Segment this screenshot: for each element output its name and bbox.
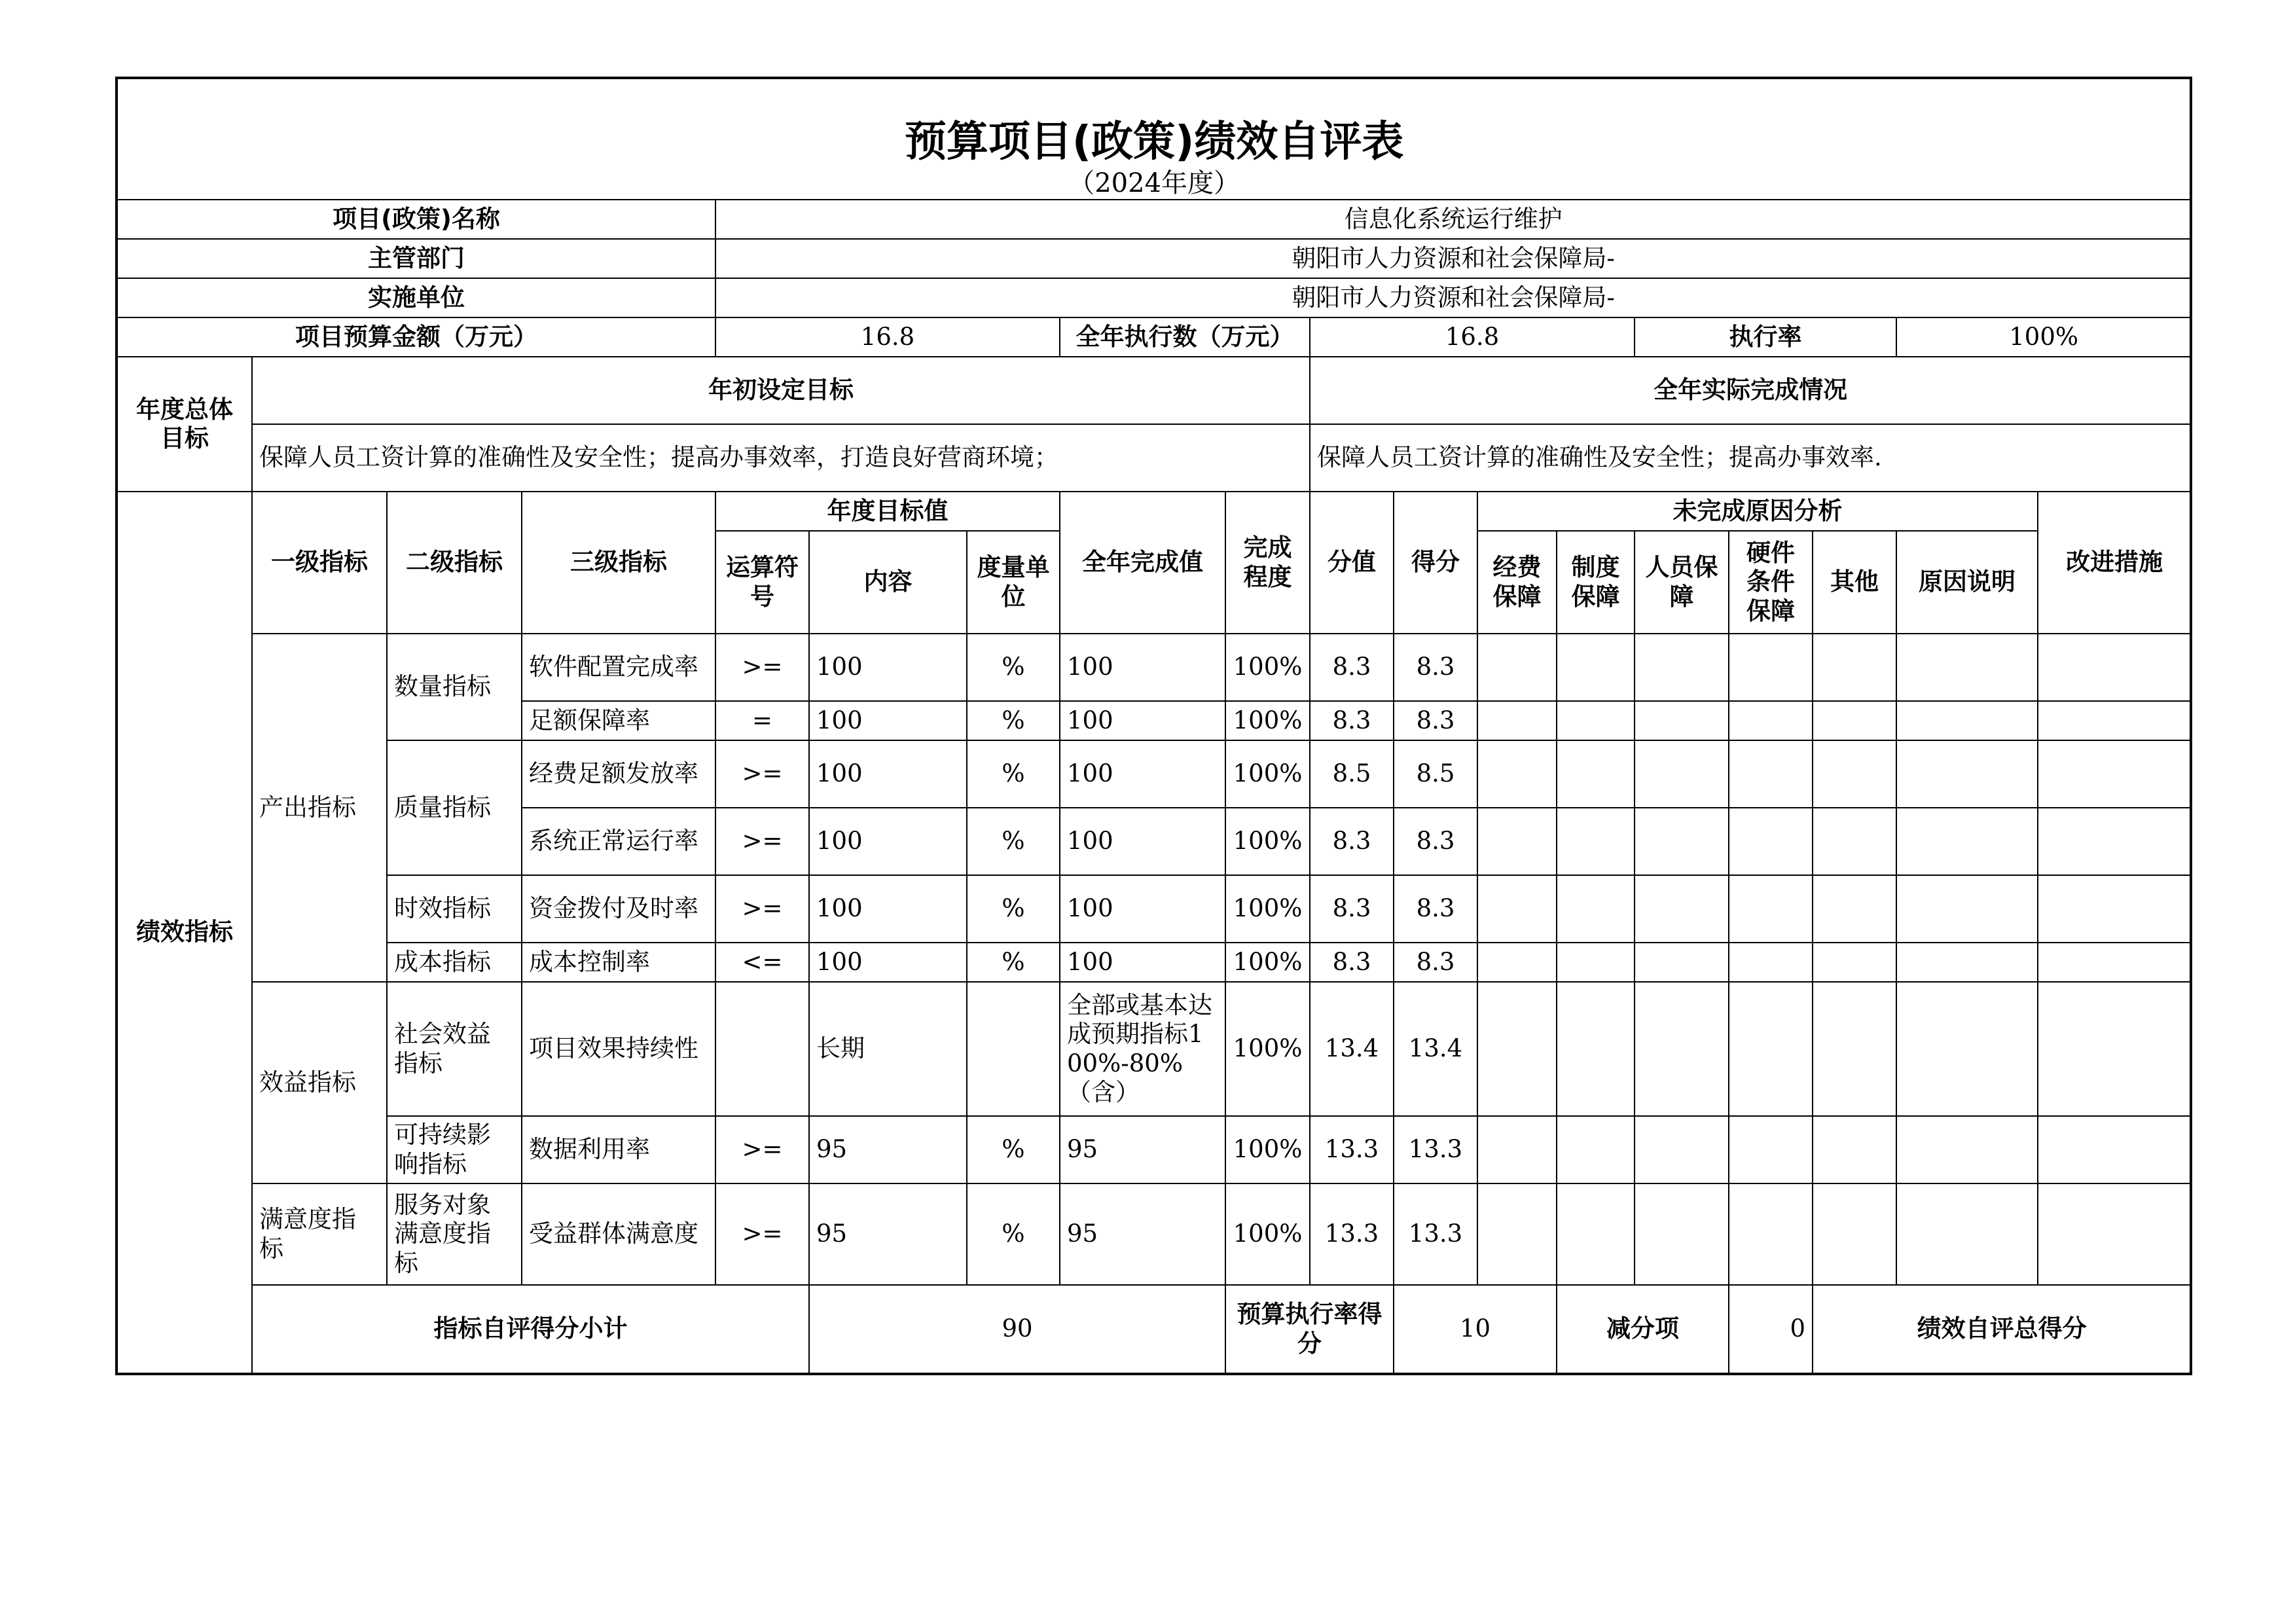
reason-cell — [1729, 808, 1813, 875]
indicator-op: >= — [715, 634, 809, 701]
subgroup-timeliness: 时效指标 — [387, 875, 522, 943]
improve-cell — [2038, 1116, 2191, 1183]
indicator-degree: 100% — [1225, 875, 1310, 943]
reason-cell — [1813, 1116, 1896, 1183]
group-benefit: 效益指标 — [252, 982, 387, 1183]
indicator-degree: 100% — [1225, 634, 1310, 701]
goal-done-header: 全年实际完成情况 — [1310, 357, 2191, 424]
indicator-actual: 95 — [1060, 1183, 1225, 1285]
reason-cell — [1813, 1183, 1896, 1285]
indicator-degree: 100% — [1225, 1183, 1310, 1285]
indicator-score: 8.3 — [1394, 943, 1477, 982]
indicator-weight: 13.3 — [1310, 1116, 1394, 1183]
indicator-name: 项目效果持续性 — [522, 982, 715, 1116]
indicator-weight: 13.3 — [1310, 1183, 1394, 1285]
reason-cell — [1477, 1183, 1557, 1285]
reason-cell — [1635, 943, 1729, 982]
header-reason-group: 未完成原因分析 — [1477, 492, 2038, 531]
subgroup-quality: 质量指标 — [387, 740, 522, 875]
reason-cell — [1557, 875, 1635, 943]
indicator-actual: 100 — [1060, 740, 1225, 808]
reason-cell — [1729, 1116, 1813, 1183]
group-output: 产出指标 — [252, 634, 387, 982]
header-level1: 一级指标 — [252, 492, 387, 634]
annual-goal-label: 年度总体目标 — [117, 357, 252, 492]
header-reason-desc: 原因说明 — [1896, 531, 2038, 634]
indicator-score: 8.3 — [1394, 875, 1477, 943]
indicator-unit: % — [967, 701, 1060, 740]
total-label: 绩效自评总得分 — [1813, 1285, 2191, 1374]
indicator-content: 100 — [809, 701, 967, 740]
reason-cell — [1477, 701, 1557, 740]
header-weight: 分值 — [1310, 492, 1394, 634]
exec-score-label: 预算执行率得分 — [1225, 1285, 1394, 1374]
reason-cell — [1557, 943, 1635, 982]
reason-cell — [1729, 740, 1813, 808]
indicator-name: 资金拨付及时率 — [522, 875, 715, 943]
indicator-name: 足额保障率 — [522, 701, 715, 740]
indicator-degree: 100% — [1225, 943, 1310, 982]
indicator-op — [715, 982, 809, 1116]
indicator-name: 经费足额发放率 — [522, 740, 715, 808]
indicator-degree: 100% — [1225, 701, 1310, 740]
project-name-label: 项目(政策)名称 — [117, 200, 715, 239]
reason-cell — [1635, 1183, 1729, 1285]
subtotal-label: 指标自评得分小计 — [252, 1285, 809, 1374]
reason-cell — [1813, 701, 1896, 740]
indicator-name: 成本控制率 — [522, 943, 715, 982]
indicator-weight: 8.5 — [1310, 740, 1394, 808]
indicator-content: 100 — [809, 875, 967, 943]
improve-cell — [2038, 982, 2191, 1116]
reason-cell — [1635, 634, 1729, 701]
group-satisfaction: 满意度指标 — [252, 1183, 387, 1285]
reason-cell — [1557, 1183, 1635, 1285]
indicator-content: 95 — [809, 1183, 967, 1285]
indicator-op: <= — [715, 943, 809, 982]
reason-cell — [1557, 740, 1635, 808]
deduct-value: 0 — [1729, 1285, 1813, 1374]
reason-cell — [1477, 740, 1557, 808]
header-level3: 三级指标 — [522, 492, 715, 634]
indicator-unit: % — [967, 808, 1060, 875]
header-degree: 完成程度 — [1225, 492, 1310, 634]
reason-cell — [1896, 808, 2038, 875]
indicator-actual: 100 — [1060, 701, 1225, 740]
indicator-score: 13.4 — [1394, 982, 1477, 1116]
reason-cell — [1635, 875, 1729, 943]
improve-cell — [2038, 634, 2191, 701]
indicator-score: 8.3 — [1394, 701, 1477, 740]
improve-cell — [2038, 740, 2191, 808]
reason-cell — [1477, 808, 1557, 875]
indicator-actual: 100 — [1060, 808, 1225, 875]
indicator-unit: % — [967, 875, 1060, 943]
indicator-name: 软件配置完成率 — [522, 634, 715, 701]
reason-cell — [1813, 634, 1896, 701]
header-reason-system: 制度保障 — [1557, 531, 1635, 634]
goal-done-text: 保障人员工资计算的准确性及安全性；提高办事效率. — [1310, 424, 2191, 492]
indicator-unit: % — [967, 634, 1060, 701]
subgroup-sustain: 可持续影响指标 — [387, 1116, 522, 1183]
reason-cell — [1635, 1116, 1729, 1183]
project-name: 信息化系统运行维护 — [715, 200, 2191, 239]
header-reason-other: 其他 — [1813, 531, 1896, 634]
exec-score-value: 10 — [1394, 1285, 1557, 1374]
indicator-content: 95 — [809, 1116, 967, 1183]
reason-cell — [1729, 982, 1813, 1116]
indicator-actual: 100 — [1060, 634, 1225, 701]
deduct-label: 减分项 — [1557, 1285, 1729, 1374]
unit-label: 实施单位 — [117, 278, 715, 317]
improve-cell — [2038, 808, 2191, 875]
dept-label: 主管部门 — [117, 239, 715, 278]
reason-cell — [1477, 875, 1557, 943]
indicator-actual: 全部或基本达成预期指标100%-80%（含） — [1060, 982, 1225, 1116]
reason-cell — [1477, 982, 1557, 1116]
reason-cell — [1557, 1116, 1635, 1183]
indicator-degree: 100% — [1225, 808, 1310, 875]
header-target-group: 年度目标值 — [715, 492, 1060, 531]
reason-cell — [1813, 808, 1896, 875]
indicator-score: 8.3 — [1394, 634, 1477, 701]
indicator-actual: 100 — [1060, 943, 1225, 982]
indicator-name: 数据利用率 — [522, 1116, 715, 1183]
indicator-weight: 8.3 — [1310, 634, 1394, 701]
subgroup-cost: 成本指标 — [387, 943, 522, 982]
reason-cell — [1557, 701, 1635, 740]
perf-indicator-label: 绩效指标 — [117, 492, 252, 1374]
rate-value: 100% — [1896, 317, 2191, 357]
reason-cell — [1635, 808, 1729, 875]
reason-cell — [1896, 943, 2038, 982]
budget-label: 项目预算金额（万元） — [117, 317, 715, 357]
header-unit: 度量单位 — [967, 531, 1060, 634]
page-title: 预算项目(政策)绩效自评表 — [117, 78, 2191, 168]
reason-cell — [1896, 1116, 2038, 1183]
rate-label: 执行率 — [1635, 317, 1896, 357]
goal-set-text: 保障人员工资计算的准确性及安全性；提高办事效率，打造良好营商环境； — [252, 424, 1310, 492]
improve-cell — [2038, 875, 2191, 943]
reason-cell — [1729, 634, 1813, 701]
indicator-actual: 100 — [1060, 875, 1225, 943]
indicator-score: 13.3 — [1394, 1183, 1477, 1285]
indicator-name: 系统正常运行率 — [522, 808, 715, 875]
indicator-score: 8.5 — [1394, 740, 1477, 808]
reason-cell — [1635, 740, 1729, 808]
reason-cell — [1729, 943, 1813, 982]
reason-cell — [1635, 982, 1729, 1116]
indicator-content: 100 — [809, 808, 967, 875]
indicator-op: >= — [715, 1116, 809, 1183]
indicator-weight: 8.3 — [1310, 943, 1394, 982]
subgroup-service: 服务对象满意度指标 — [387, 1183, 522, 1285]
reason-cell — [1729, 701, 1813, 740]
reason-cell — [1477, 1116, 1557, 1183]
subgroup-quantity: 数量指标 — [387, 634, 522, 740]
reason-cell — [1813, 875, 1896, 943]
reason-cell — [1896, 740, 2038, 808]
reason-cell — [1896, 875, 2038, 943]
header-score: 得分 — [1394, 492, 1477, 634]
reason-cell — [1813, 740, 1896, 808]
reason-cell — [1729, 875, 1813, 943]
improve-cell — [2038, 943, 2191, 982]
reason-cell — [1896, 1183, 2038, 1285]
indicator-content: 100 — [809, 943, 967, 982]
indicator-degree: 100% — [1225, 982, 1310, 1116]
reason-cell — [1896, 701, 2038, 740]
improve-cell — [2038, 701, 2191, 740]
indicator-degree: 100% — [1225, 1116, 1310, 1183]
year-subtitle: （2024年度） — [117, 168, 2191, 200]
reason-cell — [1557, 634, 1635, 701]
indicator-op: = — [715, 701, 809, 740]
evaluation-table — [115, 77, 2192, 1375]
indicator-weight: 8.3 — [1310, 875, 1394, 943]
indicator-unit: % — [967, 1183, 1060, 1285]
header-reason-funds: 经费保障 — [1477, 531, 1557, 634]
goal-set-header: 年初设定目标 — [252, 357, 1310, 424]
improve-cell — [2038, 1183, 2191, 1285]
reason-cell — [1477, 943, 1557, 982]
indicator-unit: % — [967, 1116, 1060, 1183]
reason-cell — [1729, 1183, 1813, 1285]
subtotal-value: 90 — [809, 1285, 1225, 1374]
header-content: 内容 — [809, 531, 967, 634]
header-reason-hardware: 硬件条件保障 — [1729, 531, 1813, 634]
header-level2: 二级指标 — [387, 492, 522, 634]
indicator-content: 100 — [809, 740, 967, 808]
indicator-op: >= — [715, 740, 809, 808]
indicator-unit: % — [967, 943, 1060, 982]
header-op: 运算符号 — [715, 531, 809, 634]
unit-value: 朝阳市人力资源和社会保障局- — [715, 278, 2191, 317]
indicator-actual: 95 — [1060, 1116, 1225, 1183]
indicator-content: 100 — [809, 634, 967, 701]
reason-cell — [1635, 701, 1729, 740]
reason-cell — [1477, 634, 1557, 701]
indicator-op: >= — [715, 1183, 809, 1285]
header-actual: 全年完成值 — [1060, 492, 1225, 634]
indicator-op: >= — [715, 808, 809, 875]
evaluation-sheet — [115, 77, 2181, 1375]
reason-cell — [1813, 982, 1896, 1116]
indicator-op: >= — [715, 875, 809, 943]
indicator-unit: % — [967, 740, 1060, 808]
reason-cell — [1896, 634, 2038, 701]
executed-value: 16.8 — [1310, 317, 1635, 357]
indicator-weight: 8.3 — [1310, 808, 1394, 875]
subgroup-social: 社会效益指标 — [387, 982, 522, 1116]
reason-cell — [1557, 982, 1635, 1116]
reason-cell — [1557, 808, 1635, 875]
indicator-content: 长期 — [809, 982, 967, 1116]
header-reason-staff: 人员保障 — [1635, 531, 1729, 634]
indicator-score: 8.3 — [1394, 808, 1477, 875]
budget-value: 16.8 — [715, 317, 1060, 357]
indicator-score: 13.3 — [1394, 1116, 1477, 1183]
indicator-weight: 13.4 — [1310, 982, 1394, 1116]
reason-cell — [1896, 982, 2038, 1116]
indicator-degree: 100% — [1225, 740, 1310, 808]
indicator-weight: 8.3 — [1310, 701, 1394, 740]
header-improve: 改进措施 — [2038, 492, 2191, 634]
indicator-unit — [967, 982, 1060, 1116]
indicator-name: 受益群体满意度 — [522, 1183, 715, 1285]
executed-label: 全年执行数（万元） — [1060, 317, 1310, 357]
dept-value: 朝阳市人力资源和社会保障局- — [715, 239, 2191, 278]
reason-cell — [1813, 943, 1896, 982]
